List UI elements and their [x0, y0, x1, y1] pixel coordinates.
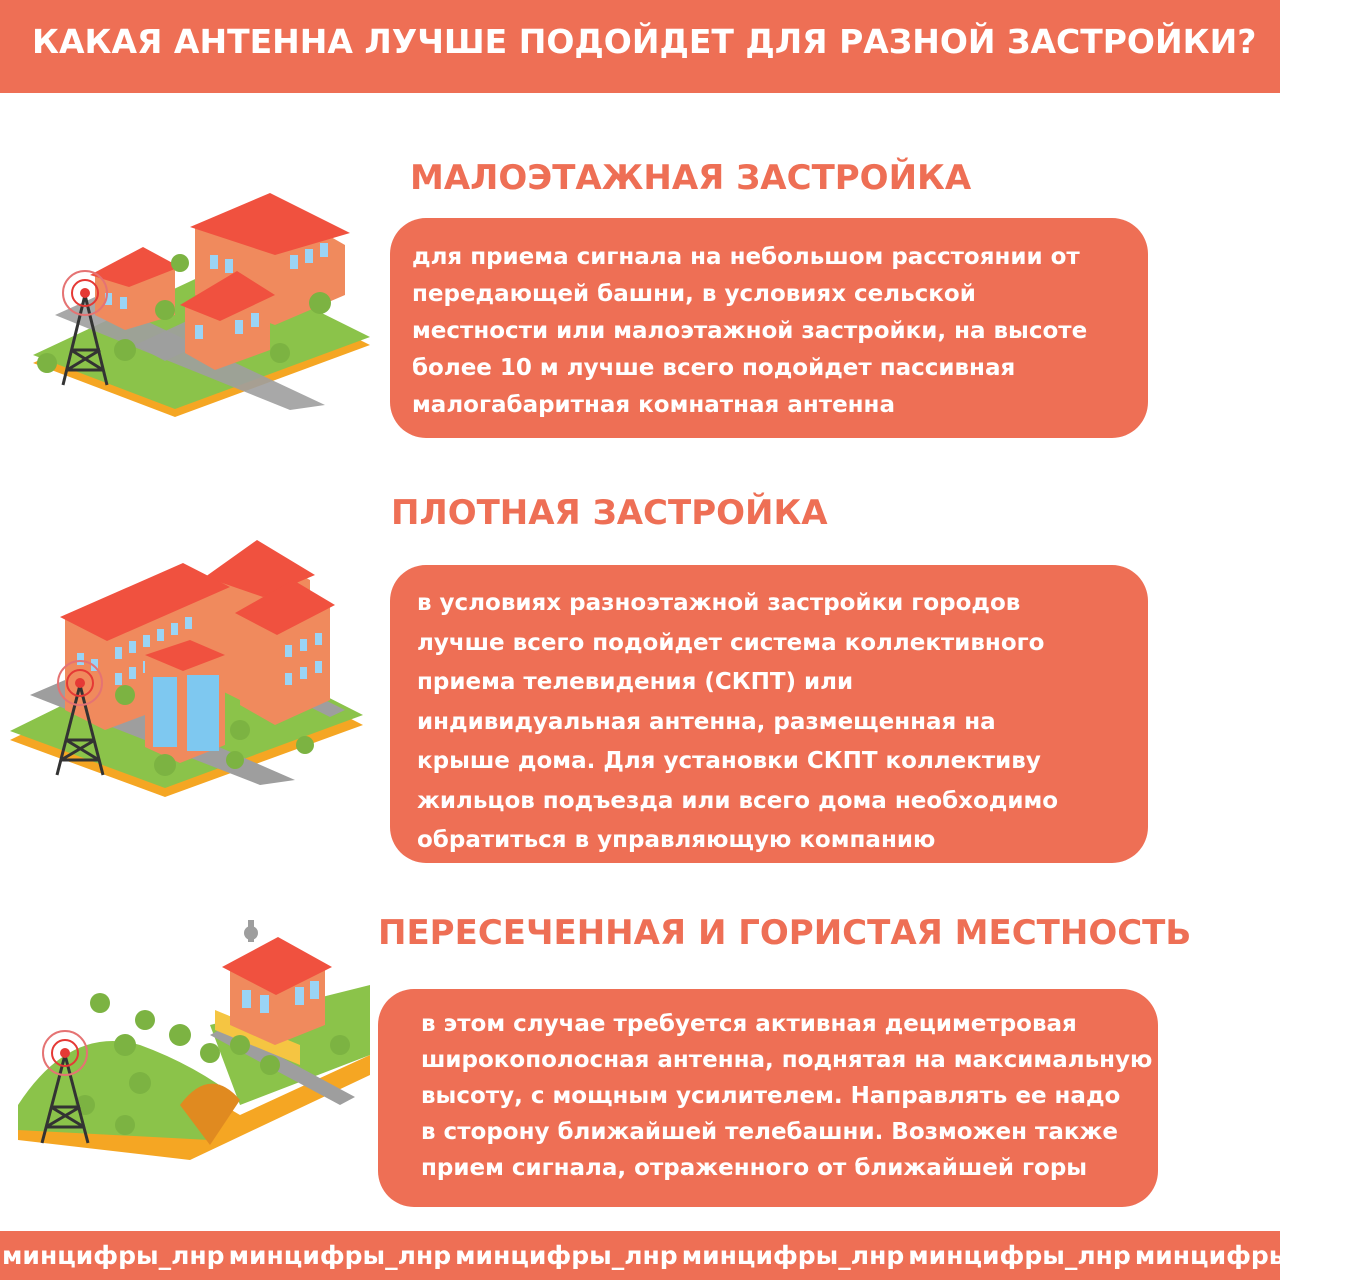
hilly-terrain-house-with-tower-icon — [10, 915, 380, 1180]
description-bubble-low-rise — [390, 218, 1148, 438]
text-line: для приема сигнала на небольшом расстоянии от — [412, 244, 1080, 270]
footer-watermark-row — [0, 1241, 1358, 1270]
text-line: в условиях разноэтажной застройки городов — [417, 590, 1021, 616]
text-line: крыше дома. Для установки СКПТ коллективу — [417, 748, 1041, 774]
text-line: в сторону ближайшей телебашни. Возможен также — [421, 1119, 1118, 1145]
header-bar — [0, 0, 1280, 93]
text-line: передающей башни, в условиях сельской — [412, 281, 976, 307]
description-bubble-hilly — [378, 989, 1158, 1207]
low-rise-houses-with-tower-icon — [25, 185, 375, 420]
text-line: лучше всего подойдет система коллективного — [417, 629, 1045, 656]
text-line: малогабаритная комнатная антенна — [412, 392, 895, 418]
footer-handle: минцифры_лнр — [2, 1241, 225, 1270]
text-line: в этом случае требуется активная дециметровая — [421, 1011, 1077, 1037]
page-title: КАКАЯ АНТЕННА ЛУЧШЕ ПОДОЙДЕТ ДЛЯ РАЗНОЙ ЗАСТРОЙКИ? — [32, 22, 1257, 61]
footer-handle: минцифры_лнр — [455, 1241, 678, 1270]
dense-city-buildings-with-tower-icon — [5, 535, 365, 800]
section-title-low-rise: МАЛОЭТАЖНАЯ ЗАСТРОЙКА — [410, 158, 972, 198]
text-line: более 10 м лучше всего подойдет пассивная — [412, 355, 1016, 381]
text-line: прием сигнала, отраженного от ближайшей горы — [421, 1155, 1088, 1181]
footer-handle: минцифры_лнр — [1134, 1241, 1358, 1270]
section-title-dense: ПЛОТНАЯ ЗАСТРОЙКА — [391, 493, 828, 533]
text-line: индивидуальная антенна, размещенная на — [417, 708, 996, 735]
description-bubble-dense — [390, 565, 1148, 863]
footer-bar — [0, 1231, 1358, 1280]
text-line: местности или малоэтажной застройки, на высоте — [412, 318, 1088, 344]
text-line: приема телевидения (СКПТ) или — [417, 669, 854, 695]
footer-handle: минцифры_лнр — [681, 1241, 905, 1270]
text-line: широкополосная антенна, поднятая на максимальную — [421, 1047, 1153, 1073]
text-line: жильцов подъезда или всего дома необходимо — [417, 787, 1059, 814]
text-line: высоту, с мощным усилителем. Направлять ее надо — [421, 1083, 1121, 1109]
footer-handle: минцифры_лнр — [908, 1241, 1131, 1270]
text-line: обратиться в управляющую компанию — [417, 827, 936, 853]
section-title-hilly: ПЕРЕСЕЧЕННАЯ И ГОРИСТАЯ МЕСТНОСТЬ — [378, 913, 1192, 953]
footer-handle: минцифры_лнр — [228, 1241, 452, 1270]
